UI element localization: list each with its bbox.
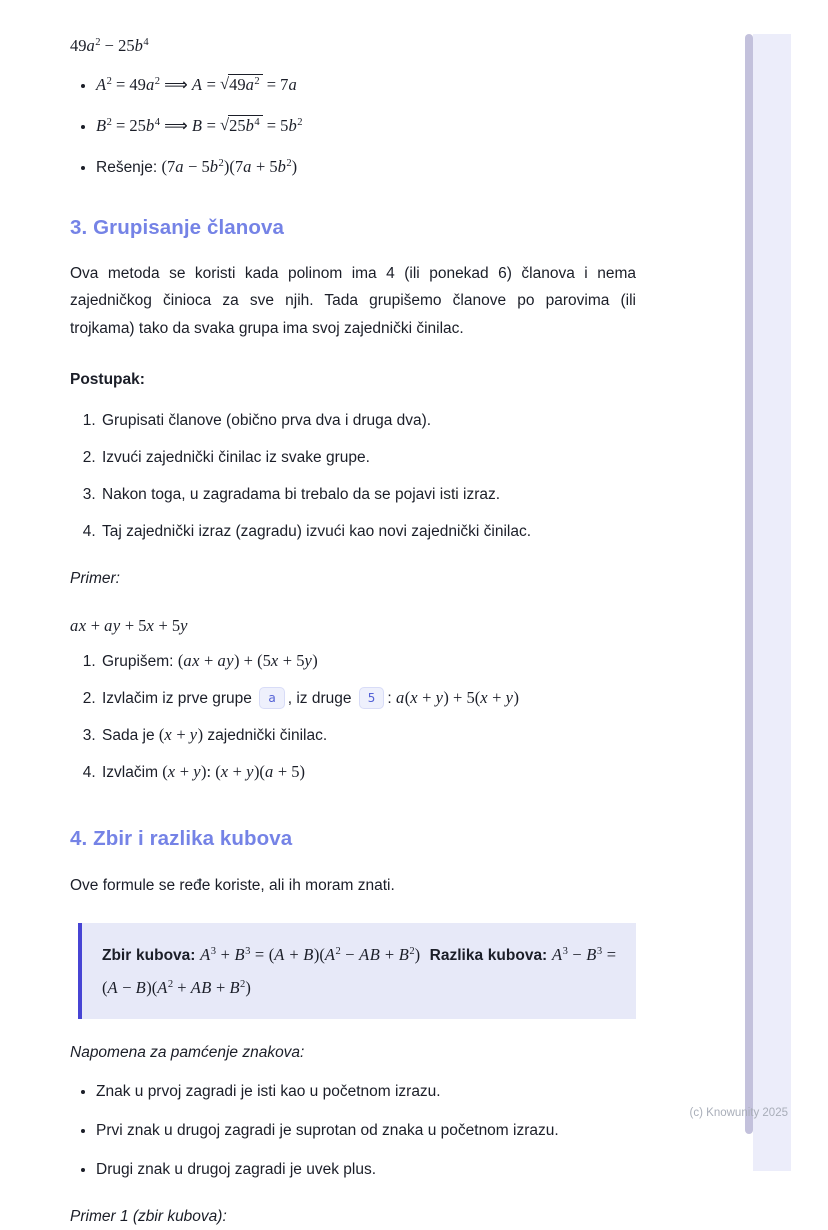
math-expression: ax + ay + 5x + 5y [70, 616, 188, 636]
math-expression: $A^3 - B^3 = (A - B)(A^2$ + AB + $B^2$) [102, 944, 616, 997]
steps-label: Postupak: [70, 370, 145, 388]
math-expression: (x + y) [158, 725, 204, 745]
math-expression: $A^2 = 49a^2$ ⟹ $A = √49a^2 = 7a$ [96, 74, 297, 94]
example-steps-list [70, 647, 636, 787]
example-step-item: 4. Izvlačim (x + y): (x + y)(a + 5) [100, 758, 636, 787]
solution-bullet [96, 112, 636, 141]
step-item: 1. Grupisati članove (obično prva dva i druga dva). [100, 407, 636, 434]
solution-bullet: • Rešenje: $(7a - 5b^2)(7a + 5b^2)$ [96, 153, 636, 182]
inline-code-chip: 5 [359, 687, 385, 709]
note-item: • Drugi znak u drugoj zagradi je uvek plus. [96, 1156, 636, 1183]
expression-line [70, 34, 636, 59]
math-expression: $B^2 = 25b^4$ ⟹ $B = √25b^4 = 5b^2$ [96, 114, 303, 135]
step-item: 2. Izvući zajednički činilac iz svake grupe. [100, 444, 636, 471]
step-item: 3. Nakon toga, u zagradama bi trebalo da se pojavi isti izraz. [100, 481, 636, 508]
example1-label: Primer 1 (zbir kubova): [70, 1208, 227, 1226]
section-heading-grupisanje: 3. Grupisanje članova [70, 215, 285, 239]
math-expression: $A^3 + B^3 = (A + B)(A^2$ − AB + $B^2$) [200, 944, 421, 964]
example-step-item: 3. Sada je (x + y) zajednički činilac. [100, 721, 636, 750]
example-label: Primer: [70, 570, 120, 588]
note-item: • Znak u prvoj zagradi je isti kao u početnom izrazu. [96, 1078, 636, 1105]
bold-label: Razlika kubova: [429, 946, 552, 964]
sqrt-radical: $√49a^2$ [220, 75, 263, 94]
solution-bullet-list [70, 71, 636, 182]
math-expression: (x + y): (x + y)(a + 5) [162, 762, 305, 782]
section-paragraph: Ove formule se ređe koriste, ali ih moram znati. [70, 876, 395, 894]
example-step-item: 1. Grupišem: (ax + ay) + (5x + 5y) [100, 647, 636, 676]
note-item: • Prvi znak u drugoj zagradi je suprotan od znaka u početnom izrazu. [96, 1117, 636, 1144]
expression-line [70, 614, 636, 639]
section-paragraph: Ova metoda se koristi kada polinom ima 4 (ili ponekad 6) članova i nema zajedničkog činioca za sve njih. Tada grupišemo članove po parovima (ili trojkama) tako da svaka grupa ima svoj zajednički činilac. [70, 265, 636, 337]
example-step-item: 2. Izvlačim iz prve grupe a , iz druge 5 : a(x + y) + 5(x + y) [100, 684, 636, 713]
math-expression: a(x + y) + 5(x + y) [395, 688, 519, 708]
math-expression: $(7a - 5b^2)(7a + 5b^2)$ [161, 156, 298, 176]
note-label: Napomena za pamćenje znakova: [70, 1043, 305, 1061]
section-heading-kubovi: 4. Zbir i razlika kubova [70, 826, 293, 850]
solution-bullet [96, 71, 636, 100]
math-expression: $49a^2 - 25b^4$ [70, 36, 149, 55]
math-expression: (ax + ay) + (5x + 5y) [177, 651, 318, 671]
sqrt-radical: $√25b^4$ [220, 116, 263, 135]
scrollbar-thumb[interactable] [745, 34, 753, 1134]
scrollbar-track[interactable] [753, 34, 791, 1171]
bold-label: Zbir kubova: [102, 946, 201, 964]
inline-code-chip: a [259, 687, 285, 709]
formula-callout [78, 923, 636, 1019]
steps-list [70, 407, 636, 546]
note-bullet-list [70, 1078, 636, 1183]
step-item: 4. Taj zajednički izraz (zagradu) izvući kao novi zajednički činilac. [100, 518, 636, 545]
document-content [70, 0, 636, 1230]
watermark: (c) Knowunity 2025 [689, 1107, 788, 1120]
